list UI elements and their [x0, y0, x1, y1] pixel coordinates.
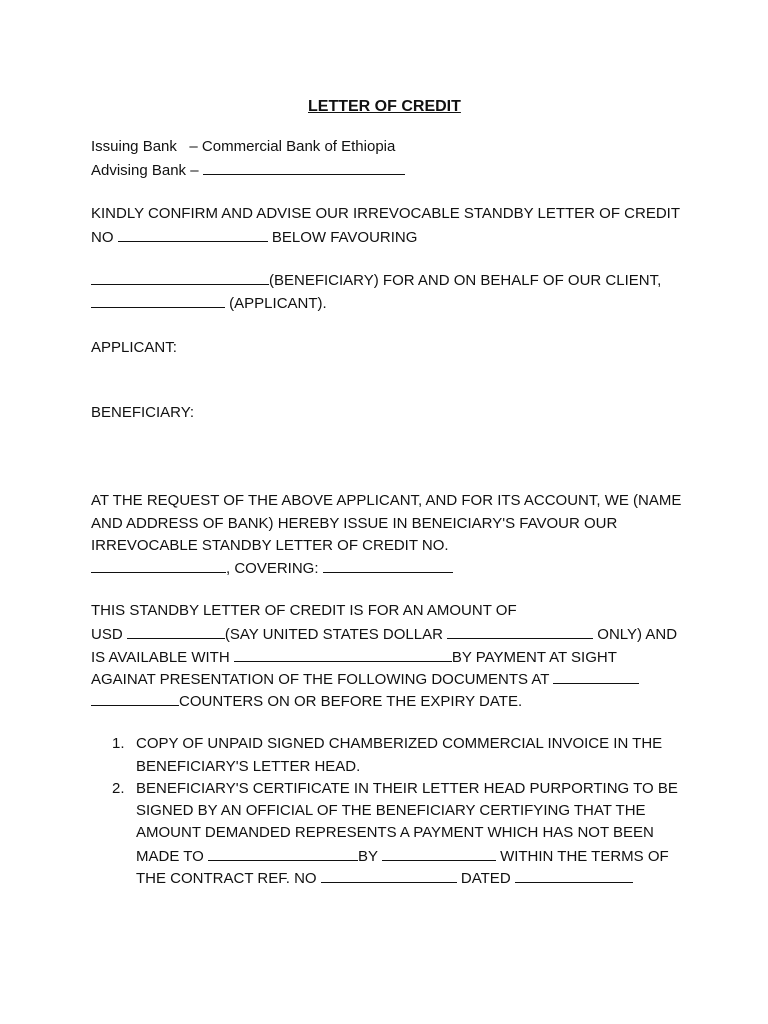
- documents-at-blank[interactable]: [553, 670, 639, 684]
- dated-blank[interactable]: [515, 869, 633, 883]
- amount-in-words-blank[interactable]: [447, 625, 593, 639]
- item-2-line3: AMOUNT DEMANDED REPRESENTS A PAYMENT WHICH HAS NOT BEEN: [136, 824, 654, 841]
- dated-text: DATED: [460, 870, 511, 887]
- para1-beneficiary-text: (BENEFICIARY) FOR AND ON BEHALF OF OUR CLIENT,: [269, 272, 662, 289]
- standby-lc-number-blank[interactable]: [91, 559, 226, 573]
- available-with-blank[interactable]: [234, 648, 452, 662]
- para1-line1: KINDLY CONFIRM AND ADVISE OUR IRREVOCABLE STANDBY LETTER OF CREDIT: [91, 205, 680, 222]
- item-2-line4: [136, 847, 669, 866]
- made-to-blank[interactable]: [208, 847, 358, 861]
- para2-covering-text: , COVERING:: [226, 560, 319, 577]
- para1-line3: [91, 271, 661, 290]
- para2-line3: IRREVOCABLE STANDBY LETTER OF CREDIT NO.: [91, 537, 449, 554]
- by-text: BY: [357, 848, 378, 865]
- item-2-number: 2.: [112, 780, 125, 797]
- para2-line1: AT THE REQUEST OF THE ABOVE APPLICANT, AND FOR ITS ACCOUNT, WE (NAME: [91, 492, 682, 509]
- advising-bank-blank[interactable]: [203, 161, 405, 175]
- usd-amount-blank[interactable]: [127, 625, 225, 639]
- only-and-text: ONLY) AND: [597, 626, 678, 643]
- contract-ref-text: THE CONTRACT REF. NO: [136, 870, 317, 887]
- issuing-bank-line: [91, 138, 395, 156]
- para1-line4: [91, 294, 327, 313]
- counters-blank[interactable]: [91, 692, 179, 706]
- item-2-line1: BENEFICIARY'S CERTIFICATE IN THEIR LETTER HEAD PURPORTING TO BE: [136, 780, 678, 797]
- para3-line3: [91, 648, 617, 667]
- para2-line2: AND ADDRESS OF BANK) HEREBY ISSUE IN BENEICIARY'S FAVOUR OUR: [91, 515, 618, 532]
- para1-line2: [91, 228, 417, 247]
- advising-bank-label: Advising Bank –: [91, 162, 199, 179]
- para3-line4: [91, 670, 639, 689]
- para2-line4: [91, 559, 453, 578]
- beneficiary-label: BENEFICIARY:: [91, 404, 195, 421]
- beneficiary-name-blank[interactable]: [91, 271, 269, 285]
- made-to-text: MADE TO: [136, 848, 204, 865]
- covering-blank[interactable]: [323, 559, 453, 573]
- item-1-line2: BENEFICIARY'S LETTER HEAD.: [136, 758, 361, 775]
- issuing-bank-label: Issuing Bank: [91, 138, 177, 155]
- item-1-line1: COPY OF UNPAID SIGNED CHAMBERIZED COMMERCIAL INVOICE IN THE: [136, 735, 663, 752]
- by-blank[interactable]: [382, 847, 496, 861]
- item-2-line5: [136, 869, 633, 888]
- advising-bank-line: [91, 161, 405, 180]
- say-usd-text: (SAY UNITED STATES DOLLAR: [224, 626, 443, 643]
- usd-label: USD: [91, 626, 123, 643]
- applicant-name-blank[interactable]: [91, 294, 225, 308]
- expiry-date-text: COUNTERS ON OR BEFORE THE EXPIRY DATE.: [179, 693, 523, 710]
- para3-line2: [91, 625, 677, 644]
- para1-favouring-text: BELOW FAVOURING: [271, 229, 418, 246]
- document-title: LETTER OF CREDIT: [308, 98, 461, 115]
- issuing-bank-value: – Commercial Bank of Ethiopia: [189, 138, 396, 155]
- presentation-text: AGAINAT PRESENTATION OF THE FOLLOWING DOCUMENTS AT: [91, 671, 550, 688]
- lc-number-blank[interactable]: [118, 228, 268, 242]
- applicant-label: APPLICANT:: [91, 339, 177, 356]
- payment-at-sight-text: BY PAYMENT AT SIGHT: [451, 649, 617, 666]
- para3-line1: THIS STANDBY LETTER OF CREDIT IS FOR AN AMOUNT OF: [91, 602, 517, 619]
- para3-line5: [91, 692, 522, 711]
- para1-applicant-text: (APPLICANT).: [229, 295, 327, 312]
- available-with-text: IS AVAILABLE WITH: [91, 649, 230, 666]
- para1-no-label: NO: [91, 229, 114, 246]
- within-terms-text: WITHIN THE TERMS OF: [500, 848, 669, 865]
- item-1-number: 1.: [112, 735, 125, 752]
- item-2-line2: SIGNED BY AN OFFICIAL OF THE BENEFICIARY CERTIFYING THAT THE: [136, 802, 646, 819]
- contract-ref-blank[interactable]: [321, 869, 457, 883]
